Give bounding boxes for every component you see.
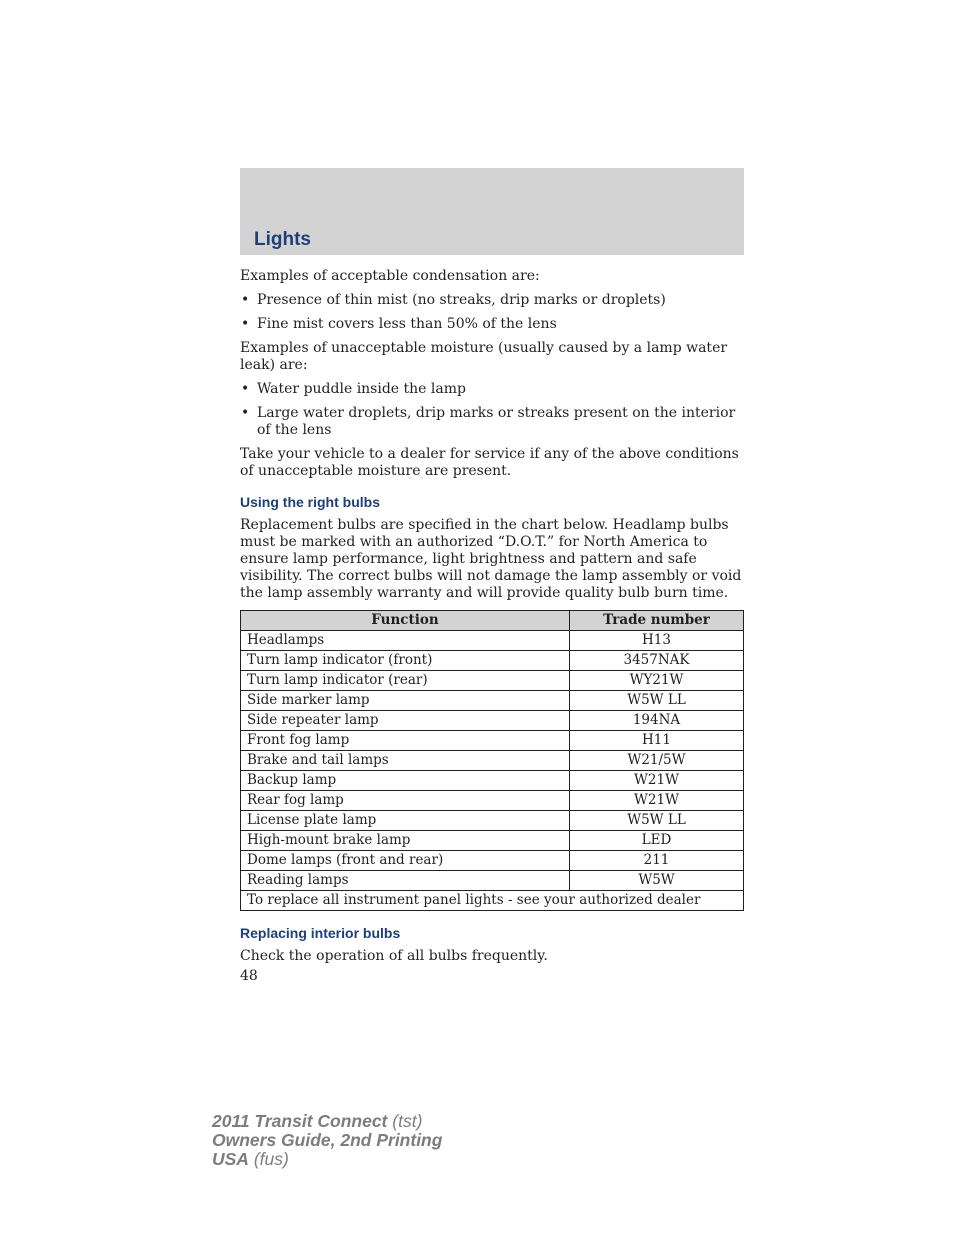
function-cell: Headlamps [241,631,570,651]
footer-line-2 [212,1131,442,1150]
trade-number-cell: WY21W [570,671,744,691]
moisture-intro: Examples of unacceptable moisture (usually caused by a lamp water leak) are: [240,340,728,373]
table-header-row [241,611,744,631]
function-cell: Reading lamps [241,871,570,891]
table-row [241,751,744,771]
trade-number-cell: H11 [570,731,744,751]
bullet-glyph: • [241,405,250,421]
column-header-function: Function [241,611,570,631]
table-row [241,671,744,691]
list-item-text: Presence of thin mist (no streaks, drip marks or droplets) [257,292,666,308]
trade-number-cell: W5W [570,871,744,891]
trade-number-cell: 194NA [570,711,744,731]
trade-number-cell: W21/5W [570,751,744,771]
list-item-text: Water puddle inside the lamp [257,381,466,397]
page-number: 48 [240,968,258,984]
list-item [240,316,744,333]
service-note: Take your vehicle to a dealer for service if any of the above conditions of unacceptable moisture are present. [240,446,739,479]
list-item [240,405,744,439]
bulbs-heading: Using the right bulbs [240,494,380,510]
table-row [241,631,744,651]
table-row [241,771,744,791]
trade-number-cell: W5W LL [570,691,744,711]
table-row [241,831,744,851]
footer-model: 2011 Transit Connect [212,1111,388,1131]
table-row [241,711,744,731]
trade-number-cell: W21W [570,771,744,791]
trade-number-cell: 211 [570,851,744,871]
table-row [241,791,744,811]
page-content [240,268,744,985]
table-footer-note: To replace all instrument panel lights - see your authorized dealer [241,891,744,911]
list-item [240,381,744,398]
list-item-text: Fine mist covers less than 50% of the lens [257,316,557,332]
document-footer [212,1112,442,1169]
condensation-list [240,292,744,333]
table-row [241,691,744,711]
table-row [241,851,744,871]
trade-number-cell: W21W [570,791,744,811]
footer-line-1 [212,1112,442,1131]
section-title: Lights [254,229,311,250]
list-item [240,292,744,309]
function-cell: Rear fog lamp [241,791,570,811]
interior-paragraph: Check the operation of all bulbs frequently. [240,948,548,964]
table-row [241,871,744,891]
bullet-glyph: • [241,381,250,397]
trade-number-cell: H13 [570,631,744,651]
footer-market: USA [212,1149,249,1169]
function-cell: Dome lamps (front and rear) [241,851,570,871]
function-cell: Turn lamp indicator (front) [241,651,570,671]
condensation-intro: Examples of acceptable condensation are: [240,268,540,284]
function-cell: High-mount brake lamp [241,831,570,851]
function-cell: Front fog lamp [241,731,570,751]
function-cell: Brake and tail lamps [241,751,570,771]
function-cell: Side marker lamp [241,691,570,711]
function-cell: Turn lamp indicator (rear) [241,671,570,691]
footer-market-code: (fus) [253,1149,289,1169]
table-row [241,731,744,751]
trade-number-cell: LED [570,831,744,851]
footer-line-3 [212,1150,442,1169]
function-cell: Side repeater lamp [241,711,570,731]
trade-number-cell: W5W LL [570,811,744,831]
moisture-list [240,381,744,439]
trade-number-cell: 3457NAK [570,651,744,671]
bulbs-paragraph: Replacement bulbs are specified in the chart below. Headlamp bulbs must be marked with an authorized “D.O.T.” for North America to ensure lamp performance, light brightness and pattern and safe visibility. The correct bulbs will not damage the lamp assembly or void the lamp assembly warranty and will provide quality bulb burn time. [240,517,742,601]
bullet-glyph: • [241,292,250,308]
footer-printing: Owners Guide, 2nd Printing [212,1130,443,1150]
function-cell: License plate lamp [241,811,570,831]
bulb-table [240,610,744,911]
function-cell: Backup lamp [241,771,570,791]
list-item-text: Large water droplets, drip marks or streaks present on the interior of the lens [257,405,736,438]
column-header-trade-number: Trade number [570,611,744,631]
table-row [241,651,744,671]
footer-model-code: (tst) [392,1111,423,1131]
section-header-band [240,168,744,255]
bullet-glyph: • [241,316,250,332]
table-row [241,811,744,831]
table-footer-row [241,891,744,911]
interior-heading: Replacing interior bulbs [240,925,401,941]
